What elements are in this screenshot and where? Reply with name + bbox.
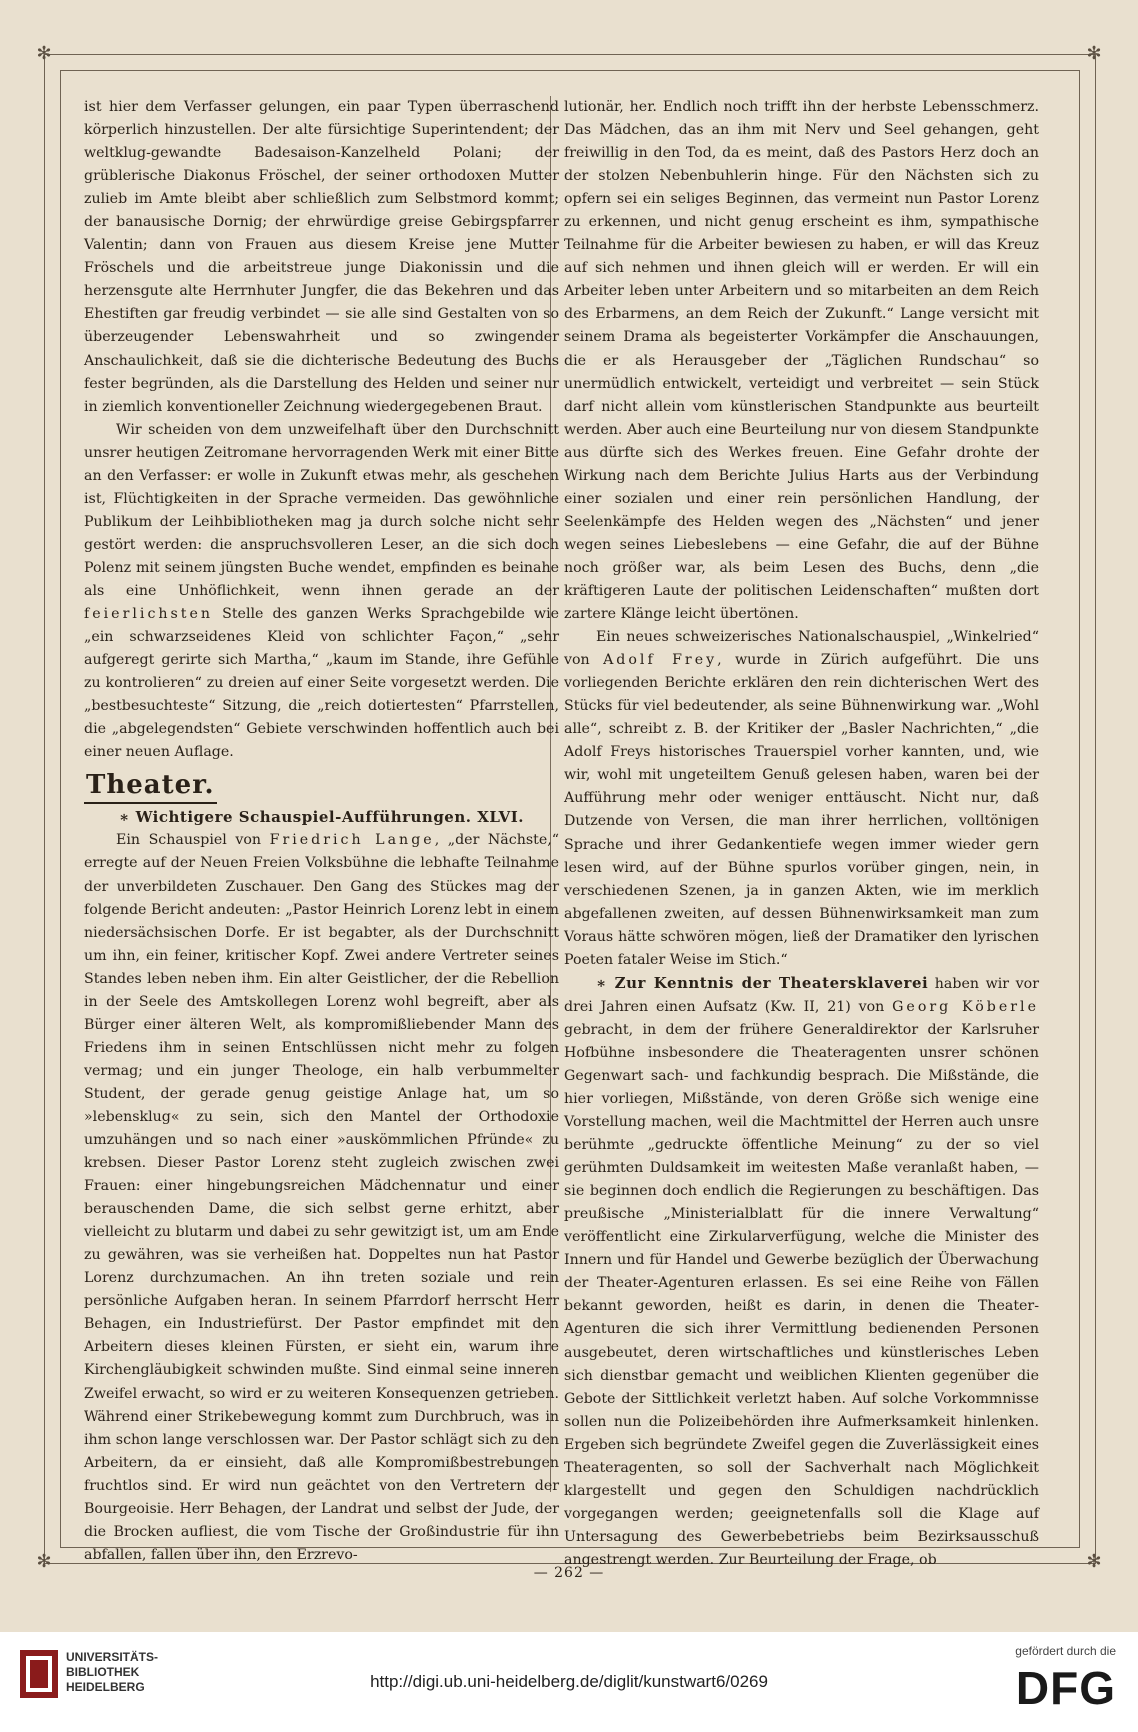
paragraph: Wir scheiden von dem unzweifelhaft über den Durchschnitt unsrer heutigen Zeitromane hervorragenden Werk mit einer Bitte an den Verfasser: er wolle in Zukunft etwas mehr, als geschehen ist, Flüchtigkeiten in der Sprache vermeiden. Das gewöhnliche Publikum der Leihbibliotheken mag ja durch solche nicht sehr gestört werden: die anspruchsvolleren Leser, an die sich doch Polenz mit seinem jüngsten Buche wendet, empfinden es beinahe als eine Unhöflichkeit, wenn ihnen gerade an der feierlichsten Stelle des ganzen Werks Sprachgebilde wie „ein schwarzseidenes Kleid von schlichter Façon,“ „sehr aufgeregt gerirte sich Martha,“ „kaum im Stande, ihre Gefühle zu kontrolieren“ zu dreien auf einer Seite vorgesetzt werden. Die „bestbesuchteste“ Sitzung, die „reich dotiertesten“ Pfarrstellen, die „abgelegendsten“ Gebiete verschwinden hoffentlich auch bei einer neuen Auflage. <box>84 421 560 761</box>
emphasis: feierlichsten <box>84 606 214 623</box>
author-name: Georg Köberle <box>892 998 1039 1015</box>
paragraph: ist hier dem Verfasser gelungen, ein paar Typen überraschend körperlich hinzustellen. Der alte fürsichtige Superintendent; der weltklug-gewandte Badesaison-Kanzelheld Polani; der grüblerische Diakonus Fröschel, der seiner orthodoxen Mutter zulieb im Amte bleibt aber schließlich zum Selbstmord kommt; der banausische Dornig; der ehrwürdige greise Gebirgspfarrer Valentin; dann von Frauen aus diesem Kreise jene Mutter Fröschels und die arbeitstreue junge Diakonissin und die herzensgute alte Herrnhuter Jungfer, die das Bekehren und das Ehestiften gar freudig verbindet — sie alle sind Gestalten von so überzeugender Lebenswahrheit und so zwingender Anschaulichkeit, daß sie die dichterische Bedeutung des Buchs fester begründen, als die Darstellung des Helden und seiner nur in ziemlich konventioneller Zeichnung wiedergegebenen Braut. <box>84 99 559 415</box>
corner-ornament-icon: ✻ <box>1086 1551 1102 1572</box>
dfg-logo: DFG <box>1015 1662 1116 1714</box>
corner-ornament-icon: ✻ <box>1086 43 1102 64</box>
section-heading: Theater. <box>84 768 217 804</box>
inline-heading: ∗ Zur Kenntnis der Theatersklaverei <box>596 973 929 992</box>
viewer-footer <box>0 1632 1138 1732</box>
paragraph: ∗ Zur Kenntnis der Theatersklaverei haben wir vor drei Jahren einen Aufsatz (Kw. II, 21) von Georg Köberle gebracht, in dem der frühere Generaldirektor der Karlsruher Hofbühne insbesondere die Theateragenten unsrer schönen Gegenwart sach- und fachkundig besprach. Die Mißstände, die hier vorliegen, Mißstände, von deren Größe sich wenige eine Vorstellung machen, weil die Machtmittel der Herren auch unsre berühmte „gedruckte öffentliche Meinung“ zu der so viel gerühmten Duldsamkeit im weitesten Maße veranlaßt haben, — sie beginnen doch endlich die Regierungen zu beschäftigen. Das preußische „Ministerialblatt für die innere Verwaltung“ veröffentlicht eine Zirkularverfügung, welche die Minister des Innern und für Handel und Gewerbe bezüglich der Überwachung der Theater-Agenturen erlassen. Es sei eine Reihe von Fällen bekannt geworden, heißt es darin, in denen die Theater-Agenturen die sich ihrer Vermittlung bedienenden Personen ausgebeutet, deren wirtschaftliches und künstlerisches Leben sich dienstbar gemacht und weiblichen Klienten gegenüber die Gebote der Sittlichkeit verletzt haben. Auf solche Vorkommnisse sollen nun die Polizeibehörden ihre Aufmerksamkeit hinlenken. Ergeben sich begründete Zweifel gegen die Zuverlässigkeit eines Theateragenten, so soll der Sachverhalt nach Möglichkeit klargestellt und gegen den Schuldigen nachdrücklich vorgegangen werden; geeignetenfalls soll die Klage auf Untersagung des Gewerbebetriebs beim Bezirksausschuß angestrengt werden. Zur Beurteilung der Frage, ob <box>564 973 1039 1568</box>
library-name: UNIVERSITÄTS- BIBLIOTHEK HEIDELBERG <box>66 1650 159 1694</box>
permalink-url[interactable]: http://digi.ub.uni-heidelberg.de/diglit/kunstwart6/0269 <box>370 1672 768 1691</box>
author-name: Friedrich Lange <box>269 832 435 849</box>
funding-label: gefördert durch die <box>1015 1644 1116 1658</box>
right-column <box>564 96 1039 1572</box>
corner-ornament-icon: ✻ <box>36 43 52 64</box>
subsection-heading: ∗ Wichtigere Schauspiel-Aufführungen. XLVI. <box>119 808 524 827</box>
corner-ornament-icon: ✻ <box>36 1551 52 1572</box>
paragraph: lutionär, her. Endlich noch trifft ihn der herbste Lebensschmerz. Das Mädchen, das an ihm mit Nerv und Seel gehangen, geht freiwillig in den Tod, da es meint, daß des Pastors Herz doch an der stolzen Nebenbuhlerin hinge. Für den Nächsten sich zu opfern sei ein seliges Beginnen, das vermeint nun Pastor Lorenz zu erkennen, und nicht genug erscheint es ihm, sympathische Teilnahme für die Arbeiter bewiesen zu haben, er will das Kreuz auf sich nehmen und ihnen gleich will er werden. Er will ein Arbeiter leben unter Arbeitern und so mitarbeiten an dem Reich des Erbarmens, an dem Reich der Zukunft.“ Lange versicht mit seinem Drama als begeisterter Vorkämpfer die Anschauungen, die er als Herausgeber der „Täglichen Rundschau“ so unermüdlich entwickelt, verteidigt und verbreitet — sein Stück darf nicht allein vom künstlerischen Standpunkte aus beurteilt werden. Aber auch eine Beurteilung nur von diesem Standpunkte aus dürfte sich des Werkes freuen. Eine Gefahr drohte der Wirkung nach dem Berichte Julius Harts aus der Verbindung einer sozialen und einer rein persönlichen Handlung, der Seelenkämpfe des Helden wegen des „Nächsten“ und jener wegen seines Liebeslebens — eine Gefahr, die auf der Bühne noch größer war, als beim Lesen des Buchs, denn „die kräftigeren Laute der politischen Leidenschaften“ mußten dort zartere Klänge leicht übertönen. <box>564 99 1039 623</box>
paragraph: Ein Schauspiel von Friedrich Lange, „der Nächste,“ erregte auf der Neuen Freien Volksbühne die lebhafte Teilnahme der unverbildeten Zuschauer. Den Gang des Stückes mag der folgende Bericht andeuten: „Pastor Heinrich Lorenz lebt in einem niedersächsischen Dorfe. Er ist begabter, als der Durchschnitt um ihn, ein feiner, kritischer Kopf. Zwei andere Vertreter seines Standes leben neben ihm. Ein alter Geistlicher, der die Rebellion in der Seele des Amtskollegen Lorenz wohl begreift, aber als Bürger einer älteren Welt, als kompromißliebender Mann des Friedens ihm in seinen Entschlüssen nicht mehr zu folgen vermag; und ein junger Theologe, ein halb verbummelter Student, der gerade genug geistige Anlage hat, um so »lebensklug« zu sein, sich den Mantel der Orthodoxie umzuhängen und so nach einer »auskömmlichen Pfründe« zu krebsen. Dieser Pastor Lorenz steht zugleich zwischen zwei Frauen: einer hingebungsreichen Mädchennatur und einer berauschenden Dame, die sich selbst gerne erhitzt, aber vielleicht zu blutarm und dabei zu sehr gewitzigt ist, um am Ende zu gewähren, was sie verheißen hat. Doppeltes nun hat Pastor Lorenz durchzumachen. An ihn treten soziale und rein persönliche Aufgaben heran. In seinem Pfarrdorf herrscht Herr Behagen, ein Industriefürst. Der Pastor empfindet mit den Arbeitern dieses kleinen Fürsten, er sieht ein, warum ihre Kirchengläubigkeit schwinden mußte. Sind einmal seine inneren Zweifel erwacht, so wird er zu weiteren Konsequenzen getrieben. Während einer Strikebewegung kommt zum Durchbruch, was in ihm schon lange verschlossen war. Der Pastor schlägt sich zu den Arbeitern, da er einsieht, daß alle Kompromißbestrebungen fruchtlos sind. Er wird nun geächtet von den Vertretern der Bourgeoisie. Herr Behagen, der Landrat und selbst der Jude, der die Brocken aufliest, die vom Tische der Großindustrie für ihn abfallen, fallen über ihn, den Erzrevo- <box>84 832 559 1563</box>
left-column <box>84 96 559 1567</box>
page-number: — 262 — <box>533 1565 605 1581</box>
paragraph: Ein neues schweizerisches Nationalschauspiel, „Winkelried“ von Adolf Frey, wurde in Zürich aufgeführt. Die uns vorliegenden Berichte erklären den rein dichterischen Wert des Stücks für viel bedeutender, als seine Bühnenwirkung war. „Wohl alle“, schreibt z. B. der Kritiker der „Basler Nachrichten,“ „die Adolf Freys historisches Trauerspiel vorher kannten, und, wie wir, wohl mit ungeteiltem Genuß gelesen haben, waren bei der Aufführung mehr oder weniger enttäuscht. Nicht nur, daß Dutzende von Versen, die man ihrer herrlichen, volltönigen Sprache und ihrer Gedankentiefe wegen immer wieder gern lesen wird, auf der Bühne spurlos vorüber gingen, nein, in verschiedenen Szenen, ja in ganzen Akten, wie im merklich abgefallenen zweiten, auf dessen Bühnenwirksamkeit man zum Voraus hätte schwören mögen, ließ der Dramatiker den lyrischen Poeten fataler Weise im Stich.“ <box>564 629 1040 968</box>
author-name: Adolf Frey <box>603 652 718 669</box>
